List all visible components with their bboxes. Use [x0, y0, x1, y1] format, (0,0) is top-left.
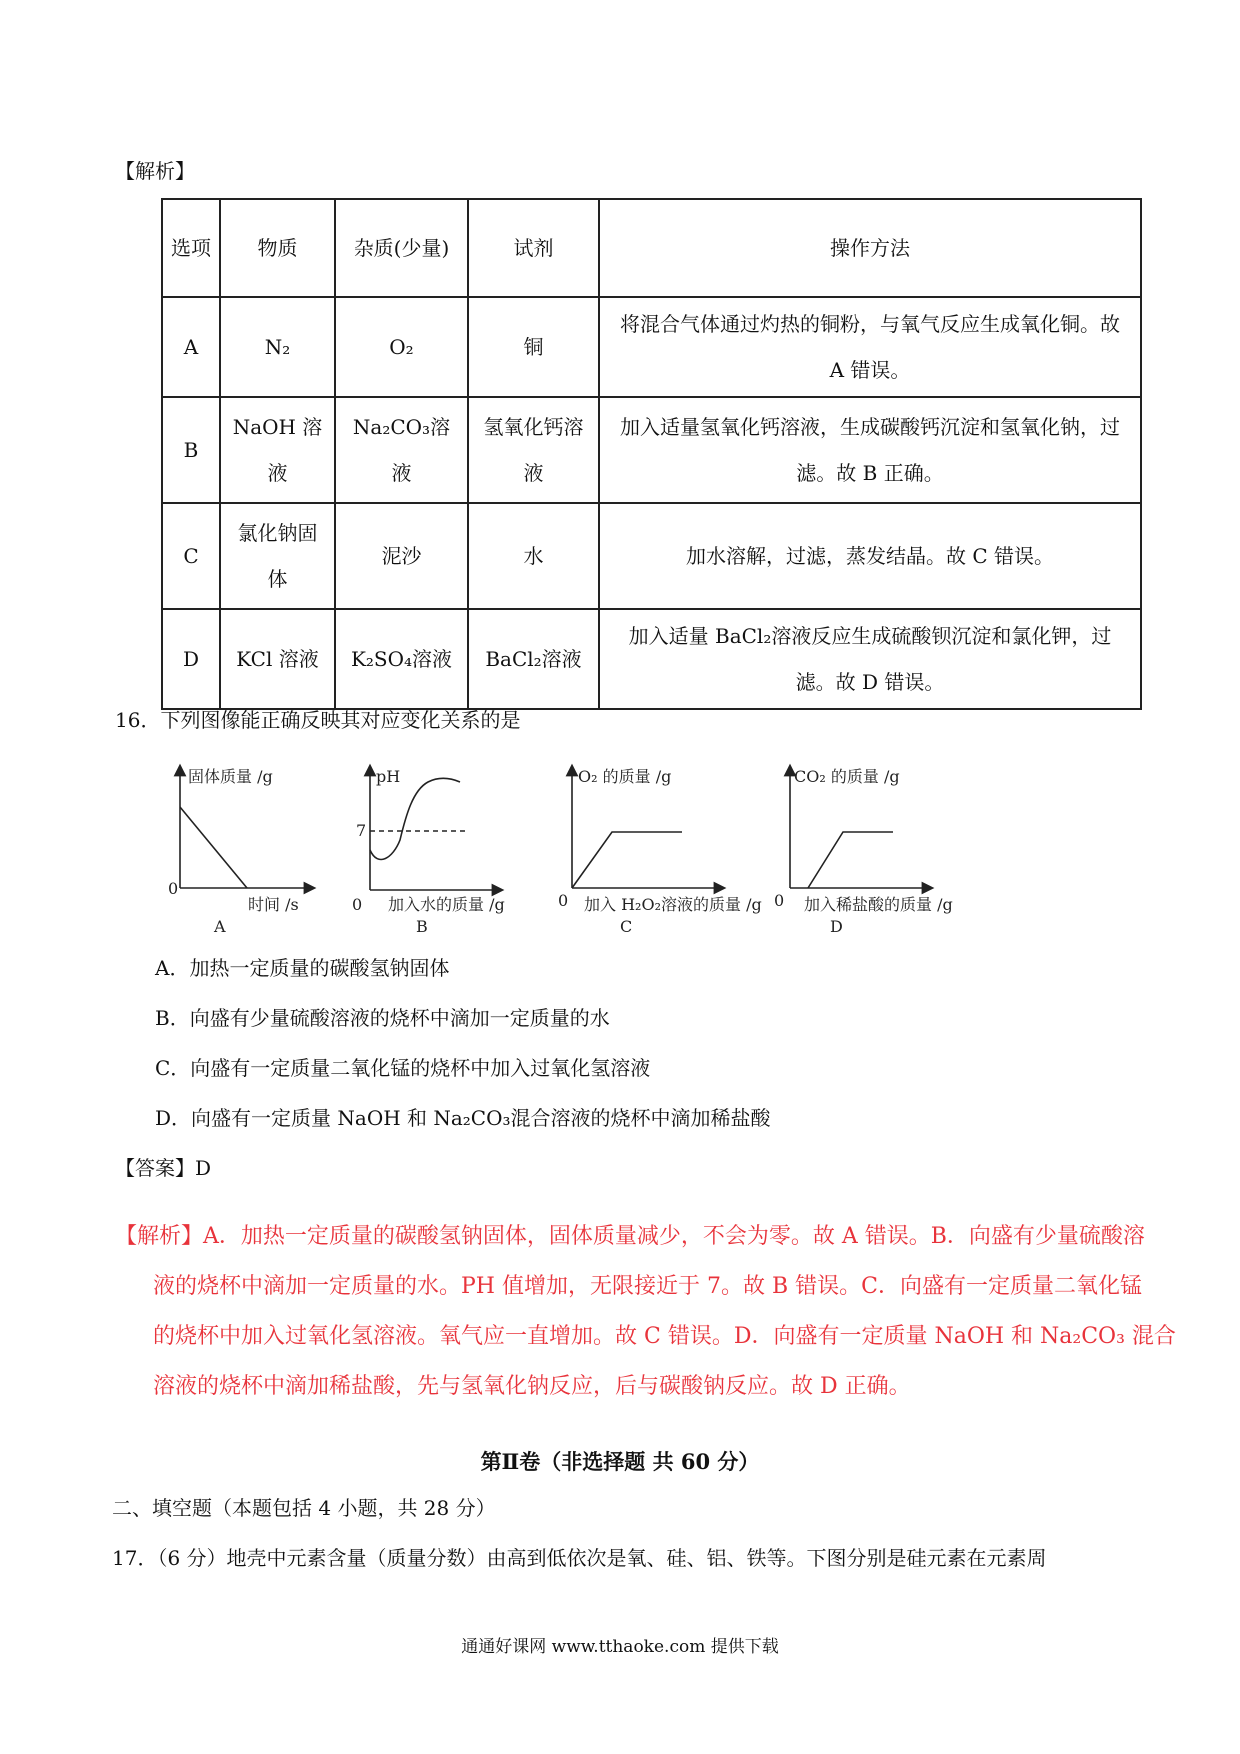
row-reagent: BaCl₂溶液 [468, 609, 599, 709]
analysis-line-1: 【解析】A．加热一定质量的碳酸氢钠固体，固体质量减少，不会为零。故 A 错误。B．向盛有少量硫酸溶 [115, 1224, 1145, 1249]
header-option: 选项 [162, 199, 220, 297]
graph-c-origin: 0 [558, 891, 569, 910]
graph-a-xlabel: 时间 /s [248, 895, 299, 914]
row-option: A [162, 297, 220, 397]
table-row [162, 397, 1141, 503]
row-method: 加入适量氢氧化钙溶液，生成碳酸钙沉淀和氢氧化钠，过滤。故 B 正确。 [599, 397, 1141, 503]
row-impurity: 泥沙 [335, 503, 468, 609]
graph-b [352, 767, 505, 936]
row-method: 加入适量 BaCl₂溶液反应生成硫酸钡沉淀和氯化钾，过滤。故 D 错误。 [599, 609, 1141, 709]
graph-d-origin: 0 [774, 891, 785, 910]
graph-a [168, 767, 310, 936]
graph-b-curve [370, 778, 460, 859]
graph-a-origin: 0 [168, 879, 179, 898]
table-header-row [162, 199, 1141, 297]
row-impurity: Na₂CO₃溶液 [335, 397, 468, 503]
graph-b-xlabel: 加入水的质量 /g [388, 895, 505, 914]
graph-b-ylabel: pH [376, 767, 401, 786]
row-substance: NaOH 溶液 [220, 397, 335, 503]
header-method: 操作方法 [599, 199, 1141, 297]
row-impurity: K₂SO₄溶液 [335, 609, 468, 709]
row-reagent: 水 [468, 503, 599, 609]
question-16-stem: 16．下列图像能正确反映其对应变化关系的是 [115, 708, 521, 732]
graph-b-origin: 0 [352, 895, 363, 914]
row-option: B [162, 397, 220, 503]
graph-c-line [572, 832, 682, 888]
graph-a-letter: A [214, 917, 226, 936]
graph-c-letter: C [620, 917, 633, 936]
graph-d-ylabel: CO₂ 的质量 /g [794, 767, 900, 786]
section-title: 第Ⅱ卷（非选择题 共 60 分） [480, 1449, 760, 1474]
header-substance: 物质 [220, 199, 335, 297]
graph-a-ylabel: 固体质量 /g [188, 767, 273, 786]
graph-a-line [180, 807, 247, 888]
row-reagent: 氢氧化钙溶液 [468, 397, 599, 503]
row-substance: KCl 溶液 [220, 609, 335, 709]
analysis-line-2: 液的烧杯中滴加一定质量的水。PH 值增加，无限接近于 7。故 B 错误。C．向盛有一定质量二氧化锰 [153, 1274, 1142, 1299]
analysis-text [115, 1212, 1176, 1412]
graph-b-ref: 7 [356, 821, 367, 840]
header-impurity: 杂质(少量) [335, 199, 468, 297]
option-b: B．向盛有少量硫酸溶液的烧杯中滴加一定质量的水 [155, 1006, 610, 1030]
row-impurity: O₂ [335, 297, 468, 397]
table-row [162, 297, 1141, 397]
option-d: D．向盛有一定质量 NaOH 和 Na₂CO₃混合溶液的烧杯中滴加稀盐酸 [155, 1106, 771, 1130]
question-17-stem: 17．（6 分）地壳中元素含量（质量分数）由高到低依次是氧、硅、铝、铁等。下图分别是硅元素在元素周 [112, 1546, 1047, 1570]
analysis-line-3: 的烧杯中加入过氧化氢溶液。氧气应一直增加。故 C 错误。D．向盛有一定质量 NaOH 和 Na₂CO₃ 混合 [153, 1324, 1176, 1349]
footer: 通通好课网 www.tthaoke.com 提供下载 [461, 1637, 779, 1657]
graph-b-letter: B [416, 917, 428, 936]
graph-d [774, 767, 953, 936]
graph-d-letter: D [830, 917, 843, 936]
graph-d-xlabel: 加入稀盐酸的质量 /g [804, 895, 953, 914]
graph-d-line [808, 832, 893, 888]
header-reagent: 试剂 [468, 199, 599, 297]
table-row [162, 503, 1141, 609]
solution-table [161, 198, 1142, 710]
row-option: D [162, 609, 220, 709]
row-method: 加水溶解，过滤，蒸发结晶。故 C 错误。 [599, 503, 1141, 609]
graphs-figure [160, 760, 980, 940]
row-substance: N₂ [220, 297, 335, 397]
answer: 【答案】D [115, 1156, 212, 1180]
row-method: 将混合气体通过灼热的铜粉，与氧气反应生成氧化铜。故 A 错误。 [599, 297, 1141, 397]
part2-heading: 二、填空题（本题包括 4 小题，共 28 分） [112, 1496, 496, 1520]
option-c: C．向盛有一定质量二氧化锰的烧杯中加入过氧化氢溶液 [155, 1056, 651, 1080]
table-row [162, 609, 1141, 709]
analysis-label: 【解析】 [115, 159, 195, 183]
row-substance: 氯化钠固体 [220, 503, 335, 609]
option-a: A．加热一定质量的碳酸氢钠固体 [155, 956, 450, 980]
graph-c-ylabel: O₂ 的质量 /g [578, 767, 672, 786]
analysis-line-4: 溶液的烧杯中滴加稀盐酸，先与氢氧化钠反应，后与碳酸钠反应。故 D 正确。 [153, 1374, 911, 1399]
graph-c [558, 767, 762, 936]
row-option: C [162, 503, 220, 609]
graph-c-xlabel: 加入 H₂O₂溶液的质量 /g [584, 895, 762, 914]
row-reagent: 铜 [468, 297, 599, 397]
